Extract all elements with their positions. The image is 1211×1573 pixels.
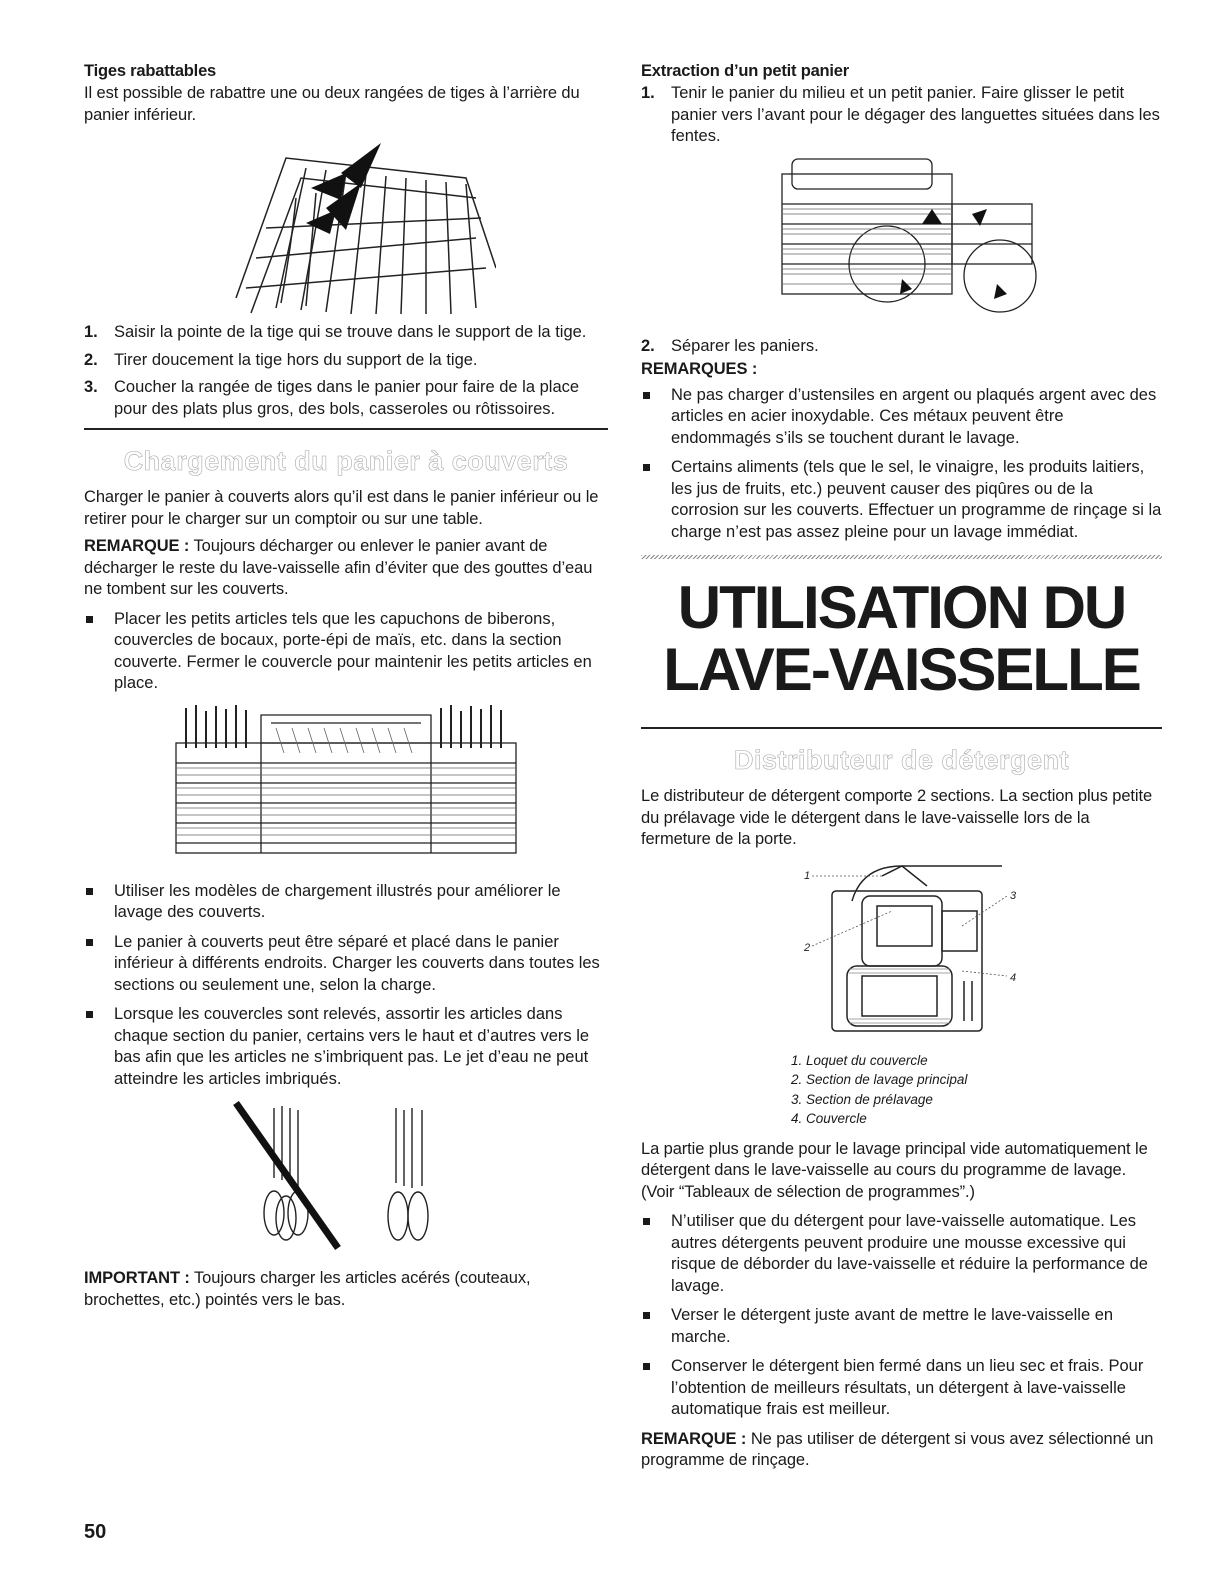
folding-tines-illustration (196, 138, 496, 316)
extraction-step-2 (641, 336, 1162, 358)
remarques-list (641, 385, 1162, 544)
list-item: Lorsque les couvercles sont relevés, assortir les articles dans chaque section du panier, certains vers le haut et d’autres vers le bas afin que les articles ne s’imbriquent pas. Le jet d’eau ne peut atteindre les articles imbriqués. (84, 1004, 608, 1090)
left-column (84, 62, 608, 1311)
distributeur-intro: Le distributeur de détergent comporte 2 sections. La section plus petite du prélavage vide le détergent dans le lave-vaisselle lors de la fermeture de la porte. (641, 787, 1153, 848)
silverware-basket-illustration (166, 703, 526, 873)
section-title-chargement: Chargement du panier à couverts (123, 446, 569, 476)
callout-2: 2 (803, 941, 810, 954)
right-column (641, 62, 1162, 1472)
chargement-bullets-2 (84, 881, 608, 1091)
section-divider (84, 428, 608, 430)
list-item: 1. Tenir le panier du milieu et un petit panier. Faire glisser le petit panier vers l’avant pour le dégager des languettes situées dans les fentes. (641, 84, 1160, 145)
distributeur-remarque: REMARQUE : Ne pas utiliser de détergent si vous avez sélectionné un programme de rinçage. (641, 1429, 1154, 1469)
list-item: Utiliser les modèles de chargement illustrés pour améliorer le lavage des couverts. (84, 881, 608, 924)
section-divider (641, 727, 1162, 729)
list-item: Conserver le détergent bien fermé dans un lieu sec et frais. Pour l’obtention de meilleurs résultats, un détergent à lave-vaisselle automatique frais est meilleur. (641, 1356, 1162, 1421)
detergent-dispenser-diagram (752, 861, 1052, 1041)
nesting-utensils-illustration (226, 1098, 466, 1258)
distributeur-para: La partie plus grande pour le lavage principal vide automatiquement le détergent dans le lave-vaisselle au cours du programme de lavage. (Voir “Tableaux de sélection de programmes”.) (641, 1139, 1148, 1201)
chargement-bullets-1 (84, 609, 608, 695)
callout-1: 1 (803, 869, 810, 882)
chargement-remarque: REMARQUE : Toujours décharger ou enlever le panier avant de décharger le reste du lave-vaisselle afin d’éviter que des gouttes d’eau ne tombent sur les couverts. (84, 537, 593, 598)
hatched-divider (641, 555, 1162, 559)
caption-item: 3. Section de prélavage (791, 1091, 933, 1107)
list-item: Verser le détergent juste avant de mettre le lave-vaisselle en marche. (641, 1305, 1162, 1348)
tiges-steps (84, 322, 608, 420)
callout-4: 4 (1009, 971, 1016, 984)
list-item: Placer les petits articles tels que les capuchons de biberons, couvercles de bocaux, porte-épi de maïs, etc. dans la section couverte. Fermer le couvercle pour maintenir les petits articles en place. (84, 609, 608, 695)
distributeur-bullets (641, 1211, 1162, 1421)
callout-3: 3 (1009, 889, 1016, 902)
section-title-distributeur: Distributeur de détergent (733, 745, 1070, 775)
tiges-intro: Il est possible de rabattre une ou deux rangées de tiges à l’arrière du panier inférieur. (84, 84, 580, 124)
extraction-step-1 (641, 83, 1162, 148)
remarques-label: REMARQUES : (641, 360, 758, 378)
list-item: 2. Séparer les paniers. (641, 336, 819, 355)
caption-item: 1. Loquet du couvercle (791, 1052, 928, 1068)
caption-item: 2. Section de lavage principal (791, 1072, 968, 1087)
chargement-intro: Charger le panier à couverts alors qu’il est dans le panier inférieur ou le retirer pour le charger sur un comptoir ou sur une table. (84, 488, 599, 528)
list-item: N’utiliser que du détergent pour lave-vaisselle automatique. Les autres détergents peuvent produire une mousse excessive qui risque de déborder du lave-vaisselle et réduire la performance de lavage. (641, 1211, 1162, 1297)
diagram-captions (791, 1051, 1162, 1129)
list-item: 1. Saisir la pointe de la tige qui se trouve dans le support de la tige. (84, 323, 587, 341)
list-item: Le panier à couverts peut être séparé et placé dans le panier inférieur à différents endroits. Charger les couverts dans toutes les sections ou seulement une, selon la charge. (84, 932, 608, 997)
list-item: Ne pas charger d’ustensiles en argent ou plaqués argent avec des articles en acier inoxydable. Ces métaux peuvent être endommagés s’ils se touchent durant le lavage. (641, 385, 1162, 450)
list-item: 2. Tirer doucement la tige hors du support de la tige. (84, 350, 478, 369)
main-title: UTILISATION DU LAVE-VAISSELLE (663, 574, 1140, 703)
list-item: 3. Coucher la rangée de tiges dans le panier pour faire de la place pour des plats plus gros, des bols, casseroles ou rôtissoires. (84, 378, 580, 418)
list-item: Certains aliments (tels que le sel, le vinaigre, les produits laitiers, les jus de fruits, etc.) peuvent causer des piqûres ou de la corrosion sur les couverts. Effectuer un programme de rinçage si la charge n’est pas assez pleine pour un lavage immédiat. (641, 457, 1162, 543)
important-note: IMPORTANT : Toujours charger les articles acérés (couteaux, brochettes, etc.) pointés vers le bas. (84, 1269, 531, 1309)
page-number: 50 (84, 1521, 107, 1543)
caption-item: 4. Couvercle (791, 1111, 867, 1126)
section-title-extraction: Extraction d’un petit panier (641, 62, 850, 80)
small-basket-removal-illustration (762, 154, 1042, 324)
section-title-tiges: Tiges rabattables (84, 62, 217, 80)
